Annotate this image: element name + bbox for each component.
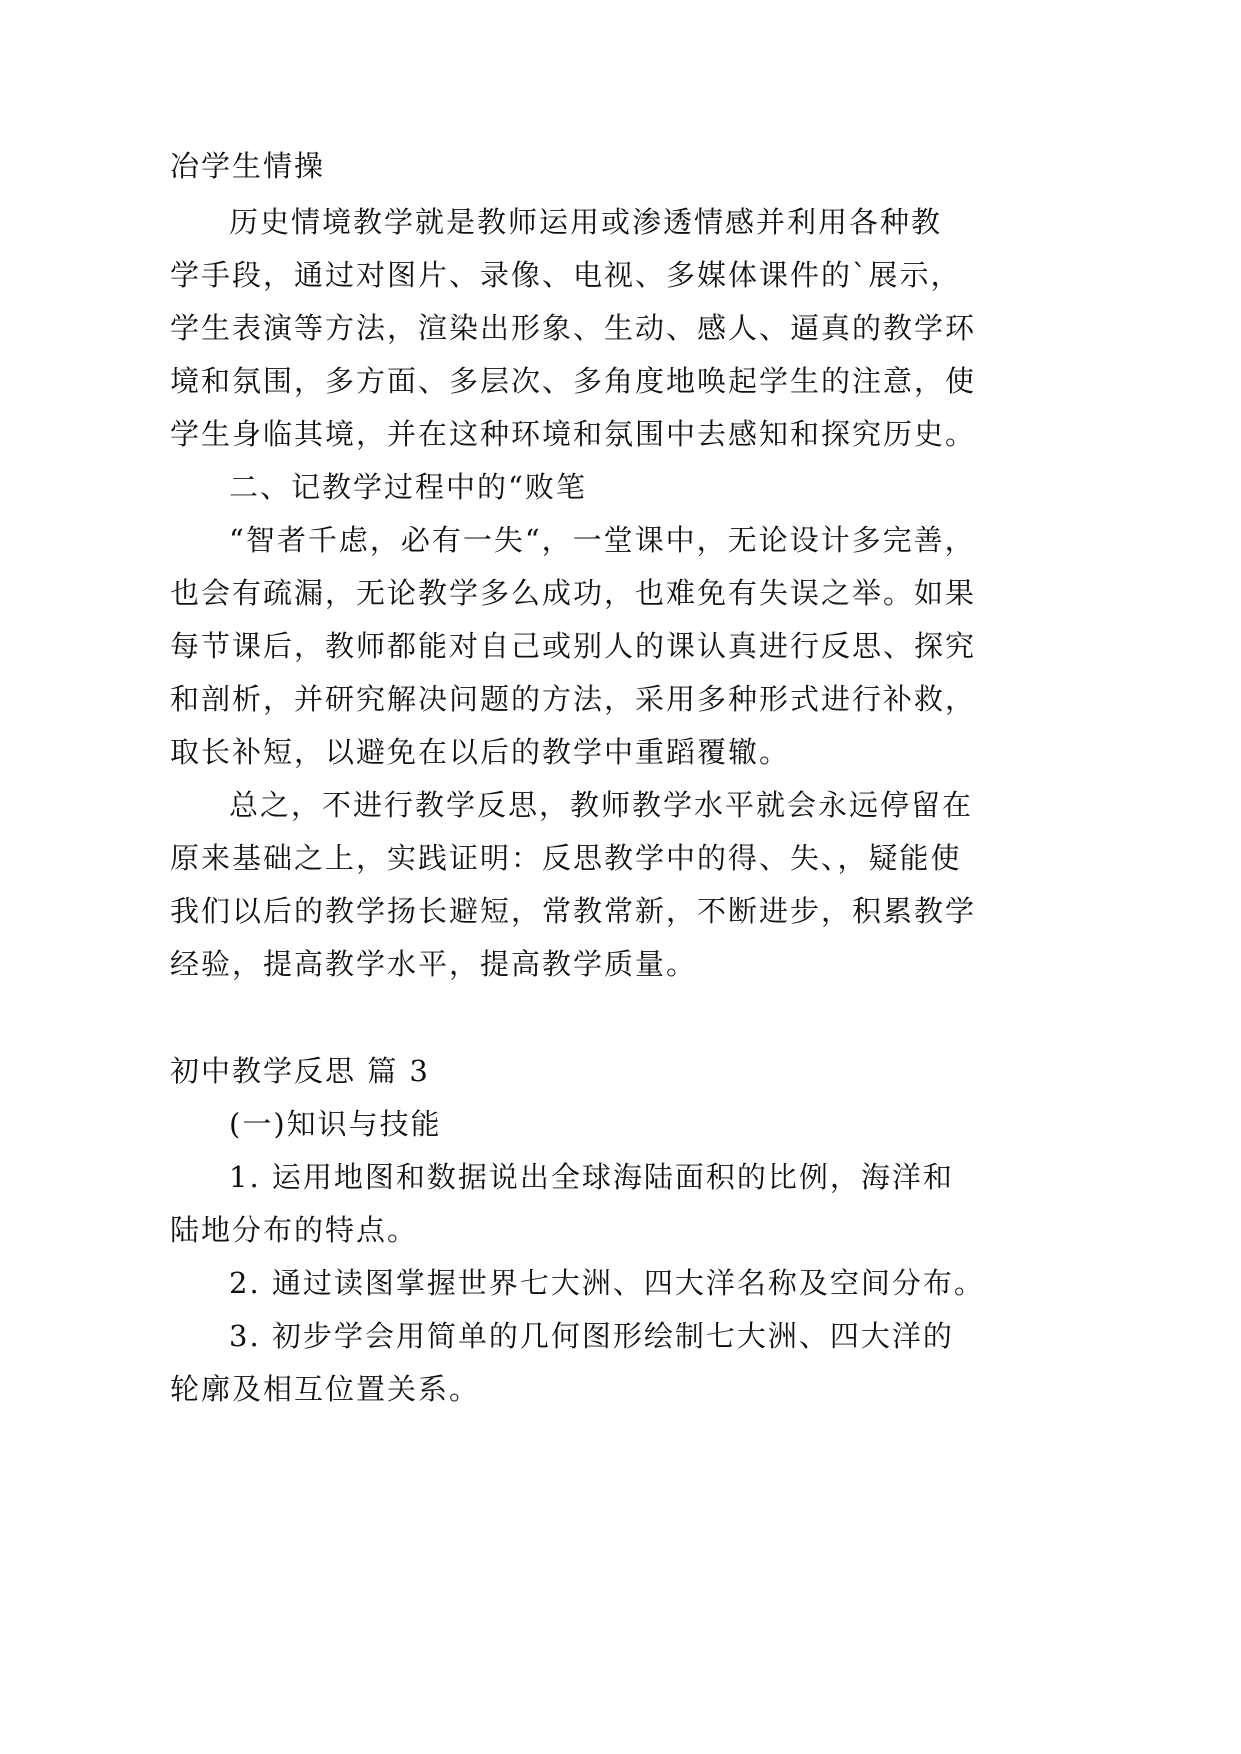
text-line: 陆地分布的特点。: [170, 1213, 419, 1247]
section-heading: 二、记教学过程中的“败笔: [229, 470, 587, 504]
text-line: 经验，提高教学水平，提高教学质量。: [170, 947, 698, 981]
text-line: 和剖析，并研究解决问题的方法，采用多种形式进行补救，: [170, 682, 977, 716]
text-line: 取长补短，以避免在以后的教学中重蹈覆辙。: [170, 735, 791, 769]
text-line: 学生表演等方法，渲染出形象、生动、感人、逼真的教学环: [170, 311, 977, 345]
paragraph-first-line: 总之，不进行教学反思，教师教学水平就会永远停留在: [229, 788, 974, 822]
text-line: 原来基础之上，实践证明：反思教学中的得、失、，疑能使: [170, 841, 962, 875]
paragraph-first-line: 历史情境教学就是教师运用或渗透情感并利用各种教: [229, 205, 943, 239]
text-line: 境和氛围，多方面、多层次、多角度地唤起学生的注意，使: [170, 364, 977, 398]
text-line: 学生身临其境，并在这种环境和氛围中去感知和探究历史。: [170, 417, 977, 451]
list-item: 3. 初步学会用简单的几何图形绘制七大洲、四大洋的: [229, 1319, 954, 1353]
text-line: 学手段，通过对图片、录像、电视、多媒体课件的`展示，: [170, 258, 962, 292]
paragraph-first-line: “智者千虑，必有一失“，一堂课中，无论设计多完善，: [229, 523, 976, 557]
text-line: 轮廓及相互位置关系。: [170, 1372, 481, 1406]
list-item: 1. 运用地图和数据说出全球海陆面积的比例，海洋和: [229, 1160, 954, 1194]
text-line: 也会有疏漏，无论教学多么成功，也难免有失误之举。如果: [170, 576, 977, 610]
section-heading: (一)知识与技能: [229, 1107, 442, 1141]
document-title: 初中教学反思 篇 3: [170, 1054, 430, 1088]
text-line: 我们以后的教学扬长避短，常教常新，不断进步，积累教学: [170, 894, 977, 928]
text-line: 冶学生情操: [170, 149, 326, 183]
list-item: 2. 通过读图掌握世界七大洲、四大洋名称及空间分布。: [229, 1266, 985, 1300]
text-line: 每节课后，教师都能对自己或别人的课认真进行反思、探究: [170, 629, 977, 663]
